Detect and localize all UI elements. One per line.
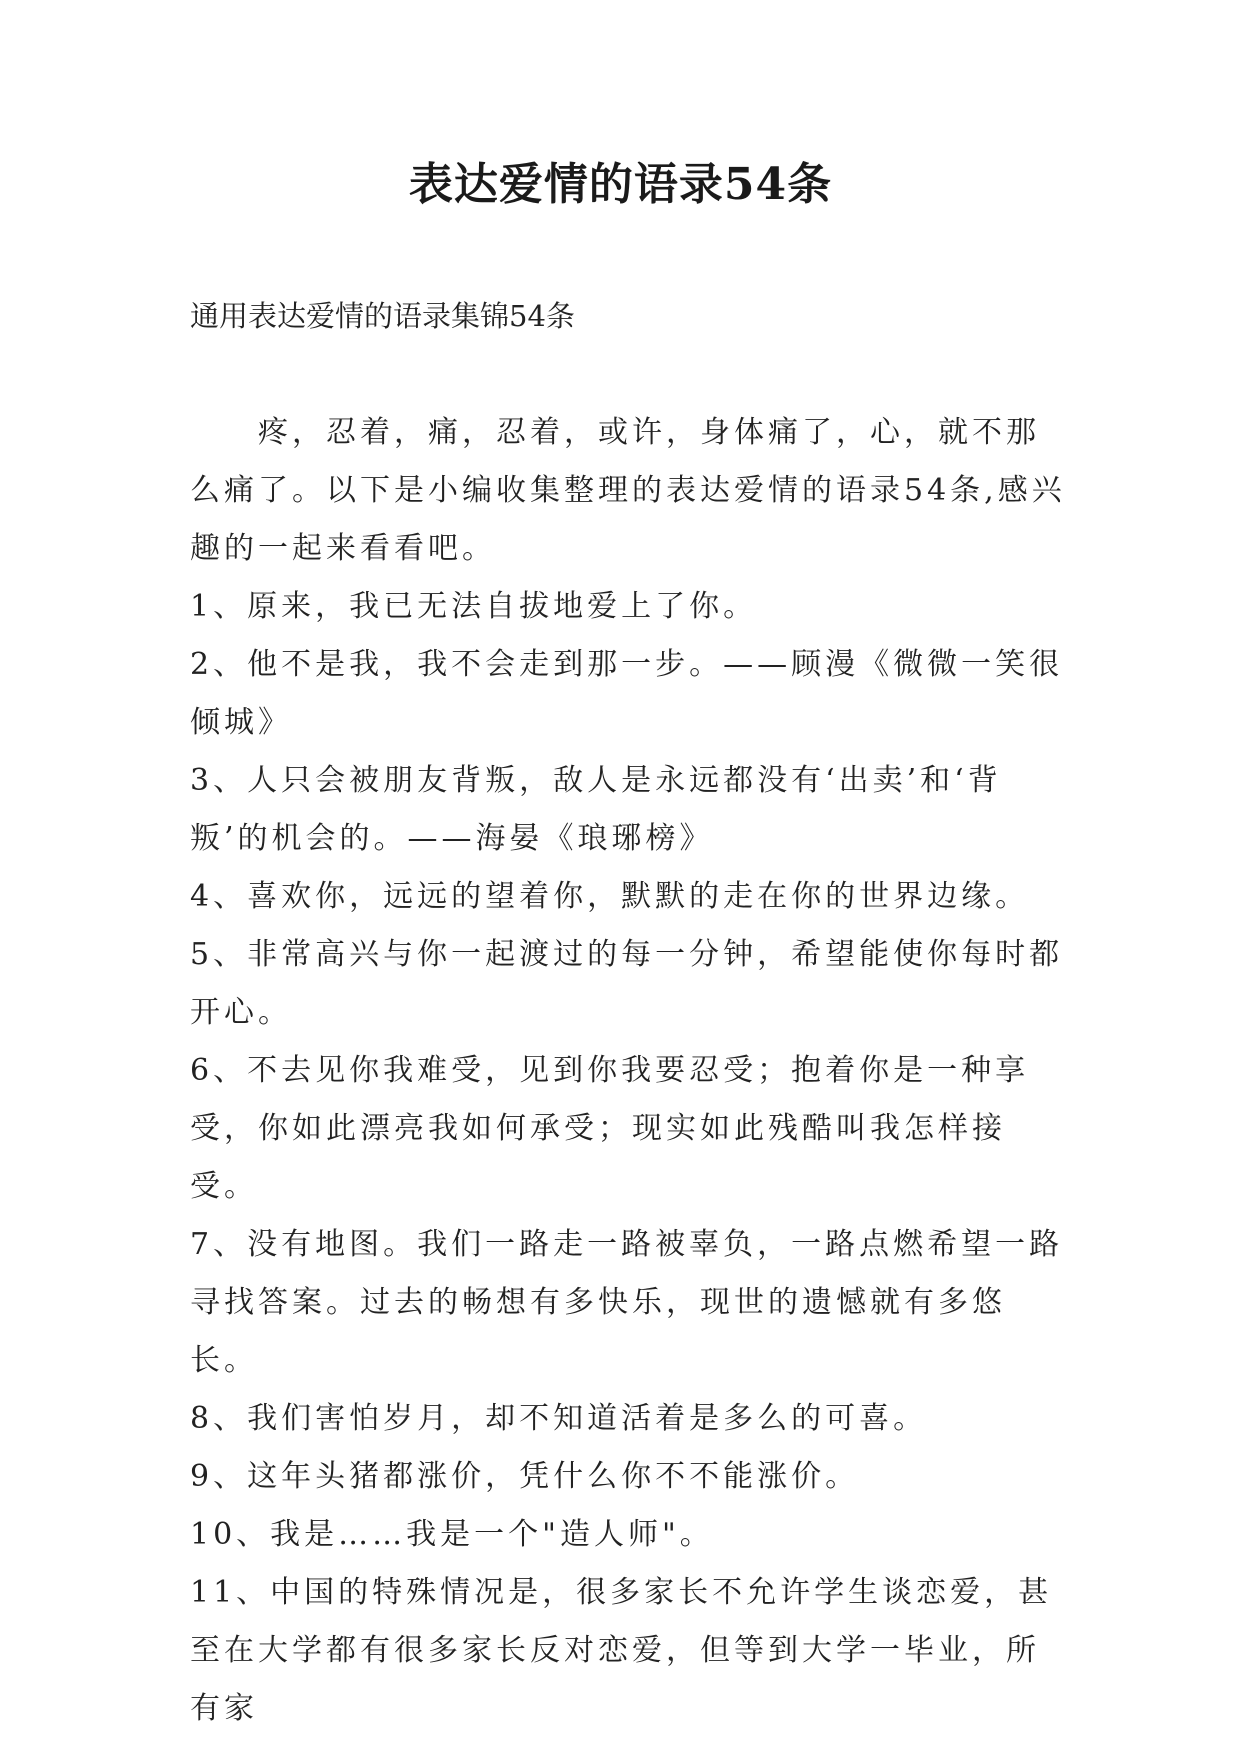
quote-item-6: 6、不去见你我难受，见到你我要忍受；抱着你是一种享受，你如此漂亮我如何承受；现实如此残酷叫我怎样接受。 <box>190 1053 1030 1204</box>
intro-paragraph: 疼，忍着，痛，忍着，或许，身体痛了，心，就不那么痛了。以下是小编收集整理的表达爱情的语录54条,感兴趣的一起来看看吧。 <box>190 415 1066 566</box>
quote-item-2: 2、他不是我，我不会走到那一步。——顾漫《微微一笑很倾城》 <box>190 647 1064 740</box>
document-subtitle: 通用表达爱情的语录集锦54条 <box>190 299 575 333</box>
quote-item-1: 1、原来，我已无法自拔地爱上了你。 <box>190 589 758 624</box>
quote-item-5: 5、非常高兴与你一起渡过的每一分钟，希望能使你每时都开心。 <box>190 937 1064 1030</box>
quote-item-11: 11、中国的特殊情况是，很多家长不允许学生谈恋爱，甚至在大学都有很多家长反对恋爱，但等到大学一毕业，所有家 <box>190 1575 1053 1726</box>
document-title: 表达爱情的语录54条 <box>408 159 833 210</box>
quote-item-4: 4、喜欢你，远远的望着你，默默的走在你的世界边缘。 <box>190 879 1030 914</box>
quote-item-8: 8、我们害怕岁月，却不知道活着是多么的可喜。 <box>190 1401 928 1436</box>
document-body <box>190 404 1066 1738</box>
quote-item-7: 7、没有地图。我们一路走一路被辜负，一路点燃希望一路寻找答案。过去的畅想有多快乐，现世的遗憾就有多悠长。 <box>190 1227 1064 1378</box>
quote-item-9: 9、这年头猪都涨价，凭什么你不不能涨价。 <box>190 1459 860 1494</box>
quote-item-10: 10、我是……我是一个"造人师"。 <box>190 1517 714 1552</box>
quote-item-3: 3、人只会被朋友背叛，敌人是永远都没有‘出卖’和‘背叛’的机会的。——海晏《琅琊榜》 <box>190 763 1002 856</box>
